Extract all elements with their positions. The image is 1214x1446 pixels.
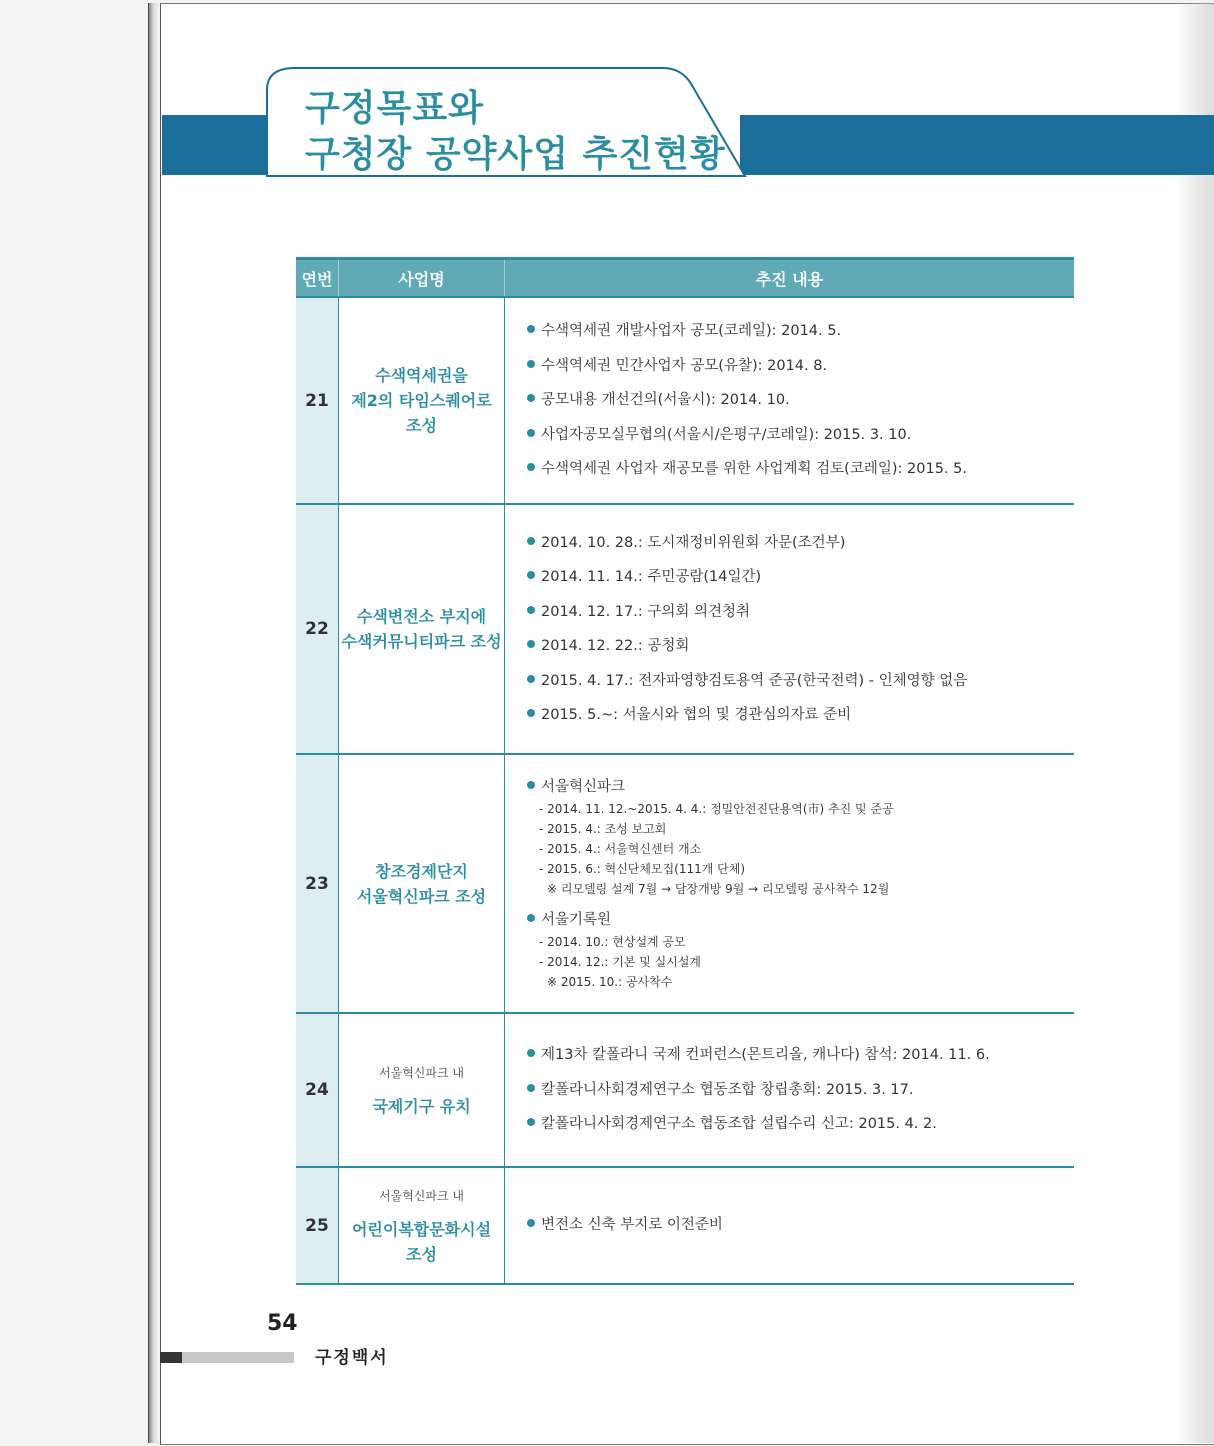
footer-bar-dark — [160, 1352, 182, 1363]
row-number: 25 — [296, 1168, 338, 1283]
project-name — [338, 505, 505, 753]
table-row — [296, 755, 1074, 1014]
table-row — [296, 298, 1074, 505]
page-number: 54 — [267, 1311, 298, 1336]
title-line-1: 구정목표와 — [305, 88, 484, 129]
project-name-prefix: 서울혁신파크 내 — [379, 1189, 464, 1203]
title-line-2: 구청장 공약사업 추진현황 — [305, 134, 726, 175]
group-heading: 서울혁신파크 — [527, 776, 1074, 799]
group-sub-item: - 2014. 10.: 현상설계 공모 — [539, 934, 686, 949]
list-item: 수색역세권 사업자 재공모를 위한 사업계획 검토(코레일): 2015. 5. — [527, 452, 1074, 487]
group-sub-item: - 2014. 11. 12.~2015. 4. 4.: 정밀안전진단용역(市) 추진 및 준공 — [539, 801, 894, 816]
footer-bar-light — [182, 1352, 294, 1363]
project-name-line: 조성 — [406, 1245, 437, 1264]
list-item: 2015. 5.~: 서울시와 협의 및 경관심의자료 준비 — [527, 698, 1074, 733]
project-name-line: 수색커뮤니티파크 조성 — [341, 632, 502, 651]
row-number: 21 — [296, 298, 338, 503]
header-name: 사업명 — [338, 260, 505, 296]
table-header — [296, 260, 1074, 298]
project-name-line: 제2의 타임스퀘어로 — [351, 391, 492, 410]
list-item: 2014. 11. 14.: 주민공람(14일간) — [527, 560, 1074, 595]
project-name-line: 국제기구 유치 — [372, 1097, 471, 1116]
list-item: 칼폴라니사회경제연구소 협동조합 창립총회: 2015. 3. 17. — [527, 1073, 1074, 1108]
project-name-line: 수색변전소 부지에 — [356, 607, 487, 626]
project-name-line: 어린이복합문화시설 — [351, 1220, 492, 1239]
group-note: ※ 리모델링 설계 7월 → 담장개방 9월 → 리모델링 공사착수 12월 — [547, 881, 890, 896]
pledge-status-table — [296, 257, 1074, 1285]
list-item: 2014. 12. 17.: 구의회 의견청취 — [527, 595, 1074, 630]
list-item: 수색역세권 개발사업자 공모(코레일): 2014. 5. — [527, 314, 1074, 349]
list-item: 2014. 10. 28.: 도시재정비위원회 자문(조건부) — [527, 526, 1074, 561]
table-row — [296, 505, 1074, 755]
project-name — [338, 298, 505, 503]
row-number: 22 — [296, 505, 338, 753]
book-title: 구정백서 — [315, 1348, 389, 1368]
list-item: 제13차 칼폴라니 국제 컨퍼런스(몬트리올, 캐나다) 참석: 2014. 11. 6. — [527, 1038, 1074, 1073]
project-name — [338, 1168, 505, 1283]
project-name-prefix: 서울혁신파크 내 — [379, 1066, 464, 1080]
list-item: 2014. 12. 22.: 공청회 — [527, 629, 1074, 664]
table-row — [296, 1168, 1074, 1285]
project-name — [338, 1014, 505, 1166]
row-number: 24 — [296, 1014, 338, 1166]
project-name-line: 조성 — [406, 416, 437, 435]
row-number: 23 — [296, 755, 338, 1012]
progress-content — [505, 1168, 1074, 1283]
progress-content — [505, 755, 1074, 1012]
list-item: 칼폴라니사회경제연구소 협동조합 설립수리 신고: 2015. 4. 2. — [527, 1107, 1074, 1142]
list-item: 변전소 신축 부지로 이전준비 — [527, 1208, 1074, 1243]
list-item: 2015. 4. 17.: 전자파영향검토용역 준공(한국전력) - 인체영향 없음 — [527, 664, 1074, 699]
group-heading: 서울기록원 — [527, 909, 1074, 932]
group-sub-item: - 2015. 4.: 서울혁신센터 개소 — [539, 841, 702, 856]
progress-content — [505, 1014, 1074, 1166]
group-sub-item: - 2014. 12.: 기본 및 실시설계 — [539, 954, 702, 969]
progress-content — [505, 298, 1074, 503]
project-name-line: 수색역세권을 — [375, 366, 468, 385]
header-band-left — [162, 115, 268, 175]
project-name-line: 창조경제단지 — [375, 861, 468, 881]
table-row — [296, 1014, 1074, 1168]
list-item: 사업자공모실무협의(서울시/은평구/코레일): 2015. 3. 10. — [527, 418, 1074, 453]
progress-content — [505, 505, 1074, 753]
list-item: 수색역세권 민간사업자 공모(유찰): 2014. 8. — [527, 349, 1074, 384]
group-note: ※ 2015. 10.: 공사착수 — [547, 974, 673, 989]
group-sub-item: - 2015. 6.: 혁신단체모집(111개 단체) — [539, 861, 746, 876]
page-title — [305, 86, 726, 178]
header-content: 추진 내용 — [755, 269, 824, 289]
project-name-line: 서울혁신파크 조성 — [356, 886, 487, 906]
group-sub-item: - 2015. 4.: 조성 보고회 — [539, 821, 667, 836]
list-item: 공모내용 개선건의(서울시): 2014. 10. — [527, 383, 1074, 418]
header-band-right — [740, 115, 1214, 175]
header-no: 연번 — [301, 269, 333, 289]
spacer — [527, 899, 1074, 909]
project-name — [338, 755, 505, 1012]
